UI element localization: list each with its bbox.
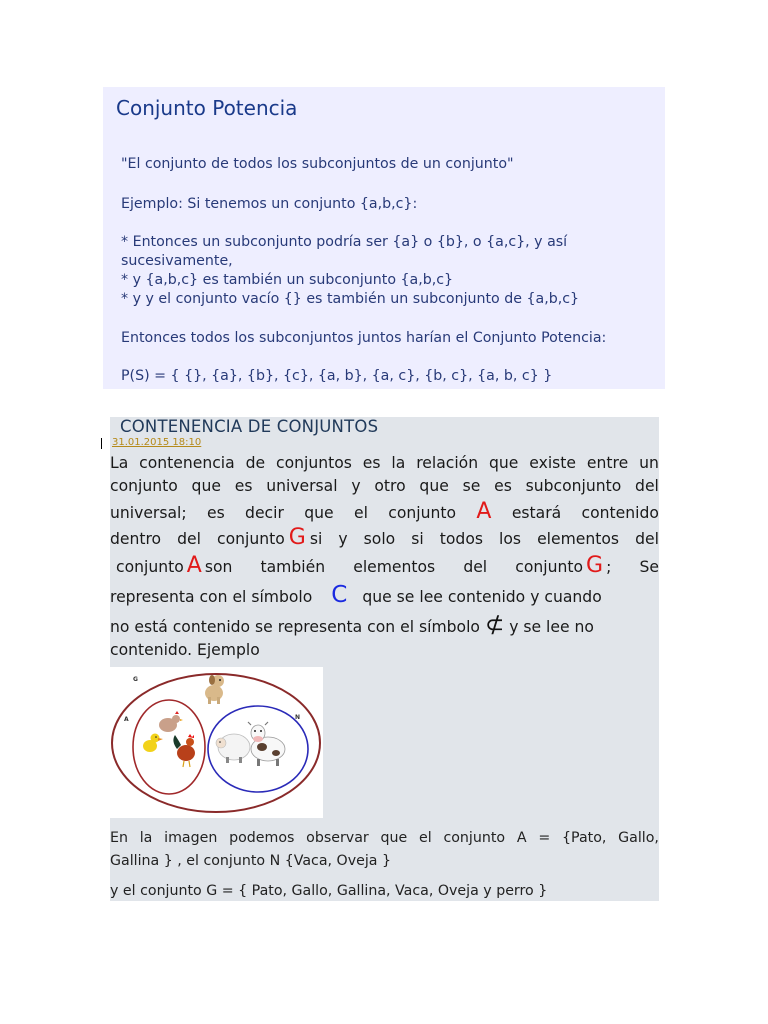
word: A	[516, 830, 527, 846]
subset-symbol: C	[331, 582, 348, 608]
word: solo	[363, 530, 396, 548]
word: símbolo	[251, 588, 313, 606]
post-date-link[interactable]: 31.01.2015 18:10	[112, 437, 202, 448]
word: contenido	[581, 504, 659, 522]
rooster-icon	[173, 734, 195, 767]
word: Se	[639, 558, 659, 576]
word: lee	[419, 588, 443, 606]
word: Gallo,	[618, 830, 659, 846]
power-set-formula: P(S) = { {}, {a}, {b}, {c}, {a, b}, {a, c}, {b, c}, {a, b, c} }	[121, 368, 553, 384]
label-g: G	[133, 676, 138, 683]
paragraph-line	[110, 498, 659, 525]
word: el	[419, 830, 432, 846]
line-text: no está contenido se representa con el símbolo	[110, 618, 480, 636]
word: del	[177, 530, 201, 548]
cow-icon	[248, 722, 285, 766]
sheep-icon	[216, 734, 250, 763]
word: contenencia	[139, 454, 235, 472]
caption-line: Gallina } , el conjunto N {Vaca, Oveja }	[110, 853, 392, 869]
venn-diagram-image	[110, 667, 323, 818]
caption-line: y el conjunto G = { Pato, Gallo, Gallina, Vaca, Oveja y perro }	[110, 883, 548, 899]
word: del	[635, 477, 659, 495]
set-a-symbol: A	[186, 553, 202, 578]
word: y	[351, 477, 361, 495]
word: son	[204, 558, 233, 576]
word: con	[199, 588, 228, 606]
label-a: A	[124, 716, 129, 723]
word: {Pato,	[562, 830, 607, 846]
section-title: CONTENENCIA DE CONJUNTOS	[120, 417, 379, 436]
definition-line: "El conjunto de todos los subconjuntos de un conjunto"	[121, 156, 514, 172]
word: elementos	[537, 530, 620, 548]
word: imagen	[164, 830, 218, 846]
section-title: Conjunto Potencia	[116, 96, 298, 120]
word: contenido	[447, 588, 526, 606]
word: que	[380, 830, 408, 846]
word: ;	[606, 558, 612, 576]
word: es	[362, 454, 381, 472]
word: podemos	[229, 830, 295, 846]
word: subconjunto	[525, 477, 622, 495]
word: que	[419, 477, 449, 495]
word: y	[338, 530, 348, 548]
word: conjunto	[443, 830, 506, 846]
word: si	[411, 530, 424, 548]
word: que	[489, 454, 519, 472]
word: conjunto	[217, 530, 285, 548]
word: que	[304, 504, 334, 522]
word: representa	[110, 588, 195, 606]
bullet-line-cont: sucesivamente,	[121, 253, 233, 269]
word: conjuntos	[276, 454, 352, 472]
word: otro	[374, 477, 406, 495]
word: universal	[266, 477, 338, 495]
line-text: y se lee no	[509, 618, 594, 636]
word: entre	[586, 454, 629, 472]
not-subset-symbol: ⊄	[484, 612, 505, 638]
word: se	[396, 588, 415, 606]
word: conjunto	[116, 558, 184, 576]
line-text: contenido. Ejemplo	[110, 641, 260, 659]
paragraph-line	[110, 473, 659, 500]
word: dentro	[110, 530, 162, 548]
word: la	[139, 830, 153, 846]
word: elementos	[353, 558, 436, 576]
conclusion-line: Entonces todos los subconjuntos juntos harían el Conjunto Potencia:	[121, 330, 607, 346]
word: un	[639, 454, 659, 472]
word: todos	[439, 530, 483, 548]
word: si	[309, 530, 323, 548]
word: también	[260, 558, 326, 576]
set-a-symbol: A	[476, 499, 492, 524]
word: existe	[529, 454, 577, 472]
word: conjunto	[515, 558, 584, 576]
bullet-line: * Entonces un subconjunto podría ser {a} o {b}, o {a,c}, y así	[121, 234, 568, 250]
word: En	[110, 830, 128, 846]
word: es	[234, 477, 253, 495]
word: que	[191, 477, 221, 495]
word: es	[494, 477, 512, 495]
word: observar	[306, 830, 369, 846]
word: es	[206, 504, 225, 522]
bullet-line: * y {a,b,c} es también un subconjunto {a,b,c}	[121, 272, 454, 288]
duck-icon	[143, 734, 163, 753]
word: se	[462, 477, 481, 495]
word: decir	[245, 504, 284, 522]
word: relación	[416, 454, 479, 472]
power-set-section	[103, 87, 665, 389]
hen-icon	[159, 711, 183, 732]
dog-icon	[205, 675, 224, 704]
venn-diagram	[110, 667, 323, 818]
word: cuando	[544, 588, 602, 606]
paragraph-line	[110, 637, 659, 664]
word: del	[463, 558, 488, 576]
word: los	[499, 530, 522, 548]
label-n: N	[295, 714, 301, 721]
paragraph-line	[110, 612, 659, 639]
word: estará	[511, 504, 562, 522]
word: que	[362, 588, 392, 606]
text-cursor	[101, 438, 102, 449]
bullet-line: * y y el conjunto vacío {} es también un subconjunto de {a,b,c}	[121, 291, 580, 307]
paragraph-line	[110, 524, 659, 551]
paragraph-line	[116, 552, 659, 579]
word: de	[245, 454, 266, 472]
word: conjunto	[110, 477, 178, 495]
word: =	[538, 830, 551, 846]
set-g-symbol: G	[288, 525, 306, 550]
word: del	[635, 530, 659, 548]
word: la	[391, 454, 406, 472]
word: conjunto	[388, 504, 457, 522]
word: y	[530, 588, 540, 606]
set-g-symbol: G	[586, 553, 604, 578]
word: el	[232, 588, 247, 606]
paragraph-line	[110, 582, 659, 609]
word: universal;	[110, 504, 187, 522]
word: el	[353, 504, 368, 522]
example-line: Ejemplo: Si tenemos un conjunto {a,b,c}:	[121, 196, 418, 212]
word: La	[110, 454, 129, 472]
